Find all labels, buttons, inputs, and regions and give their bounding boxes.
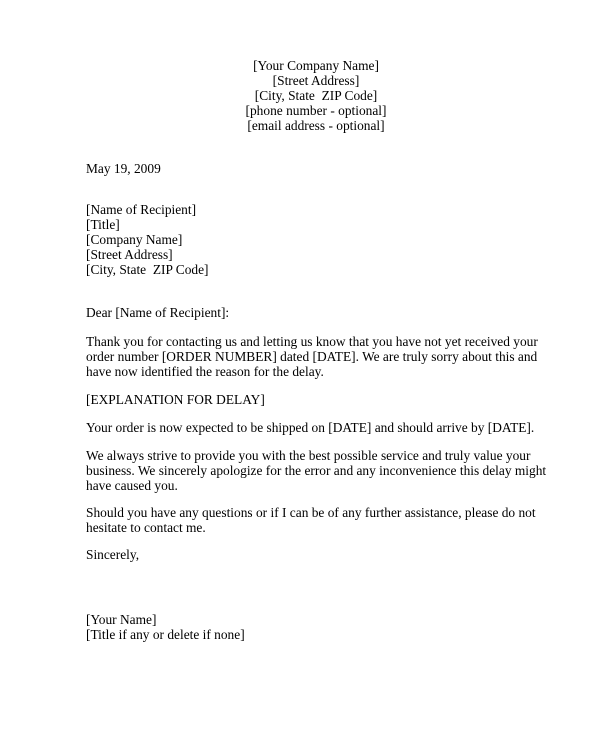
recipient-title: [Title]	[86, 217, 120, 232]
sender-company: [Your Company Name]	[253, 58, 379, 73]
paragraph-3-line: We always strive to provide you with the best possible service and truly value your	[86, 448, 531, 463]
closing: Sincerely,	[86, 547, 140, 562]
salutation: Dear [Name of Recipient]:	[86, 305, 230, 320]
recipient-city: [City, State ZIP Code]	[86, 262, 209, 277]
sender-phone: [phone number - optional]	[245, 103, 387, 118]
recipient-street: [Street Address]	[86, 247, 173, 262]
explanation-for-delay: [EXPLANATION FOR DELAY]	[86, 392, 265, 407]
recipient-company: [Company Name]	[86, 232, 183, 247]
sender-street: [Street Address]	[272, 73, 360, 88]
paragraph-2: Your order is now expected to be shipped on [DATE] and should arrive by [DATE].	[86, 420, 535, 435]
letter-date: May 19, 2009	[86, 161, 161, 176]
paragraph-1-line: have now identified the reason for the delay.	[86, 364, 324, 379]
signature-name: [Your Name]	[86, 612, 157, 627]
recipient-name: [Name of Recipient]	[86, 202, 197, 217]
paragraph-3-line: have caused you.	[86, 478, 178, 493]
paragraph-4-line: hesitate to contact me.	[86, 520, 206, 535]
paragraph-3-line: business. We sincerely apologize for the error and any inconvenience this delay might	[86, 463, 547, 478]
paragraph-1-line: order number [ORDER NUMBER] dated [DATE]. We are truly sorry about this and	[86, 349, 538, 364]
sender-city: [City, State ZIP Code]	[254, 88, 378, 103]
sender-email: [email address - optional]	[247, 118, 385, 133]
signature-title: [Title if any or delete if none]	[86, 627, 245, 642]
paragraph-4-line: Should you have any questions or if I can be of any further assistance, please do not	[86, 505, 536, 520]
paragraph-1-line: Thank you for contacting us and letting us know that you have not yet received your	[86, 334, 538, 349]
